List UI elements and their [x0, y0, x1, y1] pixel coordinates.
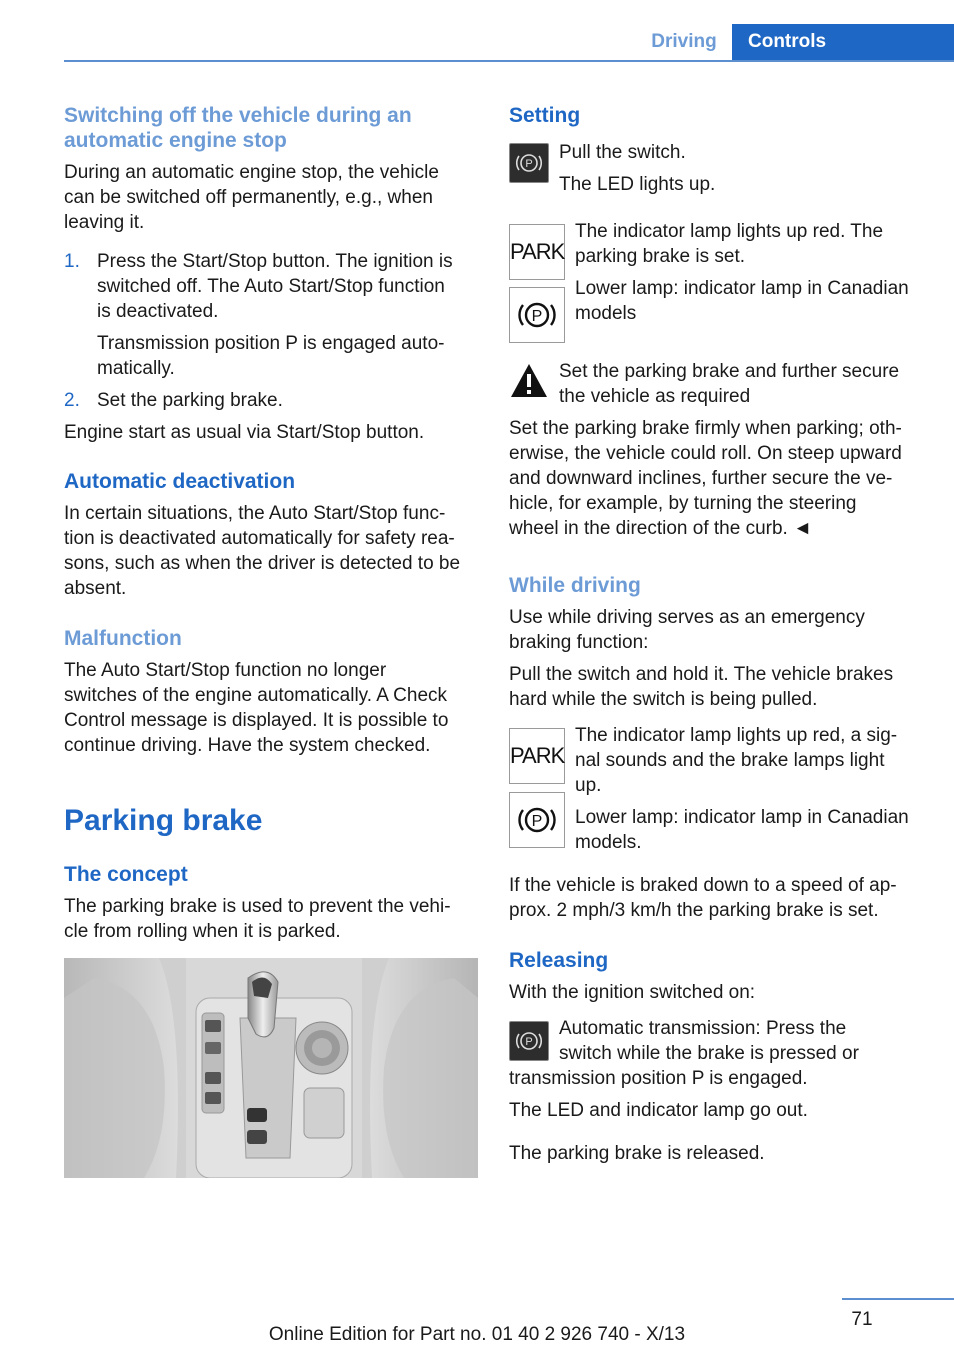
step-1-line-2: switched off. The Auto Start/Stop function: [97, 276, 445, 297]
auto-deactivation-line-4: absent.: [64, 578, 127, 599]
header-chapter-controls: Controls: [732, 24, 954, 61]
warning-title-line-1: Set the parking brake and further secure: [559, 361, 900, 382]
svg-text:P: P: [531, 813, 543, 830]
malfunction-line-1: The Auto Start/Stop function no longer: [64, 660, 387, 681]
while-driving-lower-lamp-line-2: models.: [575, 832, 642, 853]
setting-indicator-line-1: The indicator lamp lights up red. The: [575, 221, 884, 242]
while-driving-lower-lamp-line-1: Lower lamp: indicator lamp in Canadian: [575, 807, 909, 828]
step-1-sub-2: matically.: [97, 358, 175, 379]
while-driving-p1-line-1: Use while driving serves as an emergency: [509, 607, 865, 628]
park-indicator-label-2: PARK: [510, 743, 565, 768]
step-2-line-1: Set the parking brake.: [97, 390, 283, 411]
warning-title-line-2: the vehicle as required: [559, 386, 751, 407]
switching-off-intro-2: can be switched off permanently, e.g., when: [64, 187, 433, 208]
releasing-released: The parking brake is released.: [509, 1143, 765, 1164]
heading-switching-off-line2: automatic engine stop: [64, 129, 287, 152]
svg-text:P: P: [525, 1036, 533, 1048]
setting-lower-lamp-line-1: Lower lamp: indicator lamp in Canadian: [575, 278, 909, 299]
parking-brake-switch-icon: [509, 143, 549, 183]
section-title-parking-brake: Parking brake: [64, 804, 263, 837]
step-1-line-1: Press the Start/Stop button. The ignition is: [97, 251, 453, 272]
heading-releasing: Releasing: [509, 949, 609, 972]
svg-text:P: P: [525, 158, 533, 170]
auto-deactivation-line-3: sons, such as when the driver is detected to be: [64, 553, 461, 574]
heading-malfunction: Malfunction: [64, 627, 182, 650]
while-driving-indicator-line-3: up.: [575, 775, 602, 796]
footer-divider: [842, 1298, 954, 1300]
canadian-parking-brake-icon-2: [509, 792, 565, 848]
while-driving-p3-line-1: If the vehicle is braked down to a speed of ap-: [509, 875, 897, 896]
malfunction-line-3: Control message is displayed. It is possible to: [64, 710, 449, 731]
releasing-auto-line-3: transmission position P is engaged.: [509, 1068, 808, 1089]
warning-body-line-4: hicle, for example, by turning the steering: [509, 493, 857, 514]
auto-deactivation-line-1: In certain situations, the Auto Start/Stop func-: [64, 503, 446, 524]
releasing-p1: With the ignition switched on:: [509, 982, 756, 1003]
park-indicator-label: PARK: [510, 239, 565, 264]
heading-the-concept: The concept: [64, 863, 188, 886]
releasing-auto-line-2: switch while the brake is pressed or: [559, 1043, 859, 1064]
setting-indicator-line-2: parking brake is set.: [575, 246, 746, 267]
canadian-parking-brake-icon: [509, 287, 565, 343]
while-driving-p2-line-1: Pull the switch and hold it. The vehicle brakes: [509, 664, 894, 685]
releasing-auto-line-1: Automatic transmission: Press the: [559, 1018, 847, 1039]
setting-led-lights: The LED lights up.: [559, 174, 716, 195]
step-number-2: 2.: [64, 390, 80, 411]
switching-off-outro: Engine start as usual via Start/Stop button.: [64, 422, 425, 443]
center-console-illustration: [64, 958, 478, 1178]
warning-body-line-1: Set the parking brake firmly when parking; oth-: [509, 418, 902, 439]
switching-off-intro-3: leaving it.: [64, 212, 145, 233]
step-1-sub-1: Transmission position P is engaged auto-: [97, 333, 445, 354]
parking-brake-switch-icon-2: [509, 1021, 549, 1061]
step-number-1: 1.: [64, 251, 80, 272]
footer-edition: Online Edition for Part no. 01 40 2 926 740 - X/13: [268, 1324, 686, 1345]
header-section-driving: Driving: [651, 31, 717, 52]
concept-line-2: cle from rolling when it is parked.: [64, 921, 341, 942]
heading-while-driving: While driving: [509, 574, 641, 597]
concept-line-1: The parking brake is used to prevent the vehi-: [64, 896, 451, 917]
auto-deactivation-line-2: tion is deactivated automatically for safety rea-: [64, 528, 455, 549]
setting-lower-lamp-line-2: models: [575, 303, 637, 324]
svg-text:P: P: [531, 308, 543, 325]
switching-off-intro-1: During an automatic engine stop, the vehicle: [64, 162, 439, 183]
warning-body-line-3: and downward inclines, further secure the ve-: [509, 468, 893, 489]
warning-body-line-2: erwise, the vehicle could roll. On steep upward: [509, 443, 902, 464]
center-console-photo: [64, 958, 478, 1178]
setting-pull-switch: Pull the switch.: [559, 142, 686, 163]
releasing-led-out: The LED and indicator lamp go out.: [509, 1100, 808, 1121]
while-driving-indicator-line-2: nal sounds and the brake lamps light: [575, 750, 885, 771]
heading-setting: Setting: [509, 104, 581, 127]
while-driving-p2-line-2: hard while the switch is being pulled.: [509, 689, 818, 710]
step-1-line-3: is deactivated.: [97, 301, 219, 322]
malfunction-line-4: continue driving. Have the system checked.: [64, 735, 431, 756]
while-driving-indicator-line-1: The indicator lamp lights up red, a sig-: [575, 725, 898, 746]
heading-switching-off-line1: Switching off the vehicle during an: [64, 104, 412, 127]
warning-triangle-icon: [509, 362, 549, 400]
warning-body-line-5: wheel in the direction of the curb. ◄: [509, 518, 812, 539]
while-driving-p3-line-2: prox. 2 mph/3 km/h the parking brake is set.: [509, 900, 879, 921]
while-driving-p1-line-2: braking function:: [509, 632, 649, 653]
heading-automatic-deactivation: Automatic deactivation: [64, 470, 296, 493]
park-indicator-icon-2: [509, 728, 565, 784]
malfunction-line-2: switches of the engine automatically. A Check: [64, 685, 448, 706]
park-indicator-icon: [509, 224, 565, 280]
page-number: 71: [851, 1309, 873, 1330]
header-divider: [64, 60, 954, 62]
